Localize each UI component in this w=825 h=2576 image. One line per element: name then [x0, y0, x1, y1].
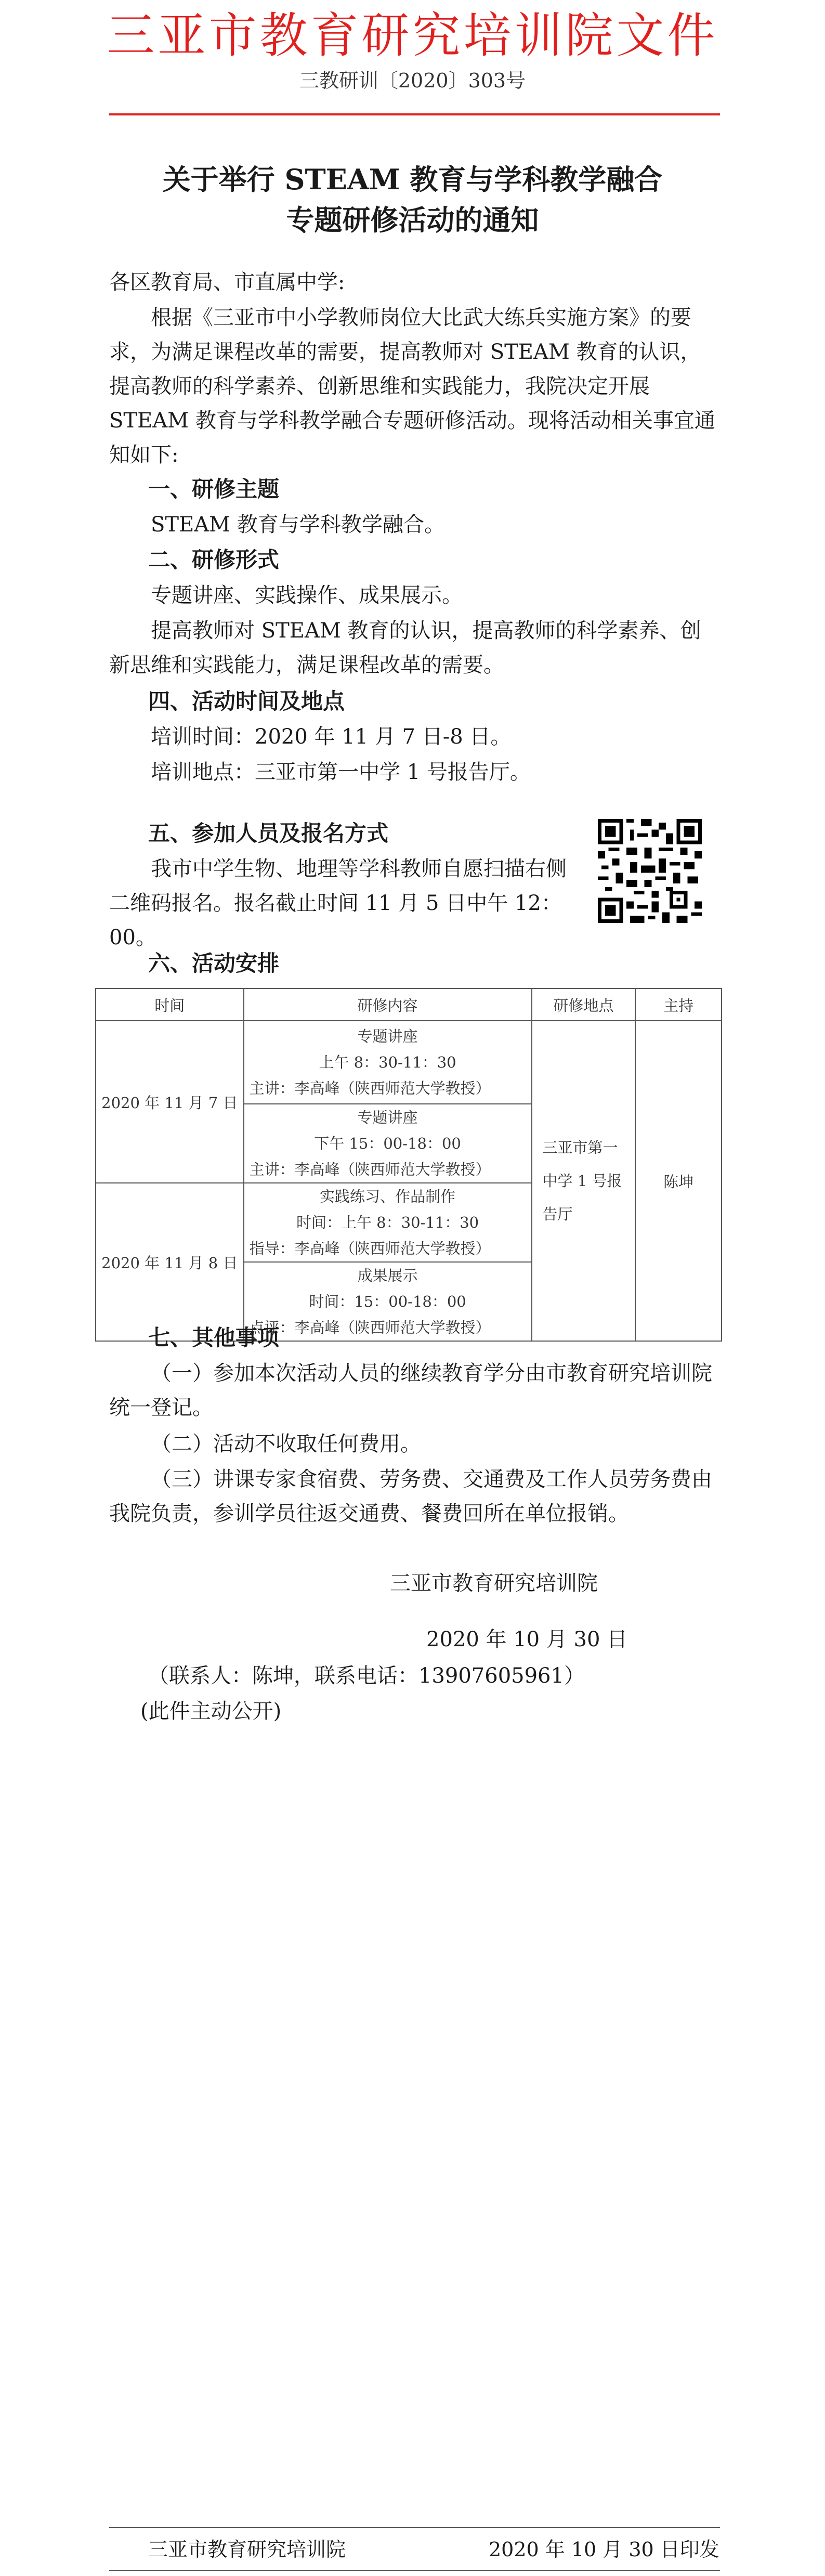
footer-rule-top	[109, 2527, 720, 2528]
location-text: 三亚市第一中学 1 号报告厅	[542, 1139, 622, 1223]
other-item-1: （一）参加本次活动人员的继续教育学分由市教育研究培训院统一登记。	[109, 1361, 712, 1420]
table-header-row	[96, 988, 722, 1021]
session-time: 时间：上午 8：30-11：30	[296, 1214, 479, 1231]
session-title: 实践练习、作品制作	[320, 1188, 456, 1205]
session-time: 时间：15：00-18：00	[309, 1293, 466, 1310]
footer-org: 三亚市教育研究培训院	[148, 2538, 346, 2561]
signature-org: 三亚市教育研究培训院	[390, 1571, 598, 1595]
salutation: 各区教育局、市直属中学:	[109, 270, 345, 294]
table-header-cell: 时间	[96, 988, 244, 1021]
table-header-cell: 研修地点	[532, 988, 636, 1021]
notice-title	[0, 159, 825, 240]
session-title: 成果展示	[357, 1267, 418, 1284]
location-cell	[532, 1021, 636, 1341]
table-row	[96, 1021, 722, 1104]
schedule-table	[95, 988, 722, 1342]
session-speaker: 主讲：李高峰（陕西师范大学教授）	[249, 1079, 491, 1097]
document-number: 三教研训〔2020〕303号	[299, 69, 526, 92]
day-2-cell: 2020 年 11 月 8 日	[96, 1183, 244, 1341]
section-6-title: 六、活动安排	[148, 951, 280, 976]
section-1-text: STEAM 教育与学科教学融合。	[151, 513, 445, 537]
table-header-cell: 研修内容	[244, 988, 532, 1021]
session-speaker: 主讲：李高峰（陕西师范大学教授）	[249, 1161, 491, 1178]
other-item-2: （二）活动不收取任何费用。	[151, 1432, 421, 1456]
session-cell	[244, 1104, 532, 1183]
document-header-title: 三亚市教育研究培训院文件	[107, 8, 718, 63]
notice-title-line2: 专题研修活动的通知	[286, 203, 539, 237]
session-time: 上午 8：30-11：30	[319, 1053, 456, 1071]
section-3-text: 提高教师对 STEAM 教育的认识，提高教师的科学素养、创新思维和实践能力，满足课程改革的需要。	[109, 619, 701, 677]
session-title: 专题讲座	[357, 1109, 418, 1126]
qr-code[interactable]	[598, 819, 702, 923]
session-cell	[244, 1021, 532, 1104]
table-header-cell: 主持	[635, 988, 722, 1021]
section-4-place: 培训地点：三亚市第一中学 1 号报告厅。	[151, 760, 531, 784]
session-time: 下午 15：00-18：00	[314, 1135, 461, 1152]
section-5-text: 我市中学生物、地理等学科教师自愿扫描右侧二维码报名。报名截止时间 11 月 5 日中午 12：00。	[109, 857, 567, 949]
section-4-title: 四、活动时间及地点	[148, 688, 345, 714]
section-5-title: 五、参加人员及报名方式	[148, 821, 389, 846]
section-1-title: 一、研修主题	[148, 476, 280, 502]
header-red-rule	[109, 113, 720, 115]
section-2-title: 二、研修形式	[148, 547, 280, 573]
session-speaker: 点评：李高峰（陕西师范大学教授）	[249, 1319, 491, 1336]
notice-title-line1: 关于举行 STEAM 教育与学科教学融合	[162, 163, 663, 196]
session-speaker: 指导：李高峰（陕西师范大学教授）	[249, 1240, 491, 1257]
footer-print-date: 2020 年 10 月 30 日印发	[489, 2538, 719, 2561]
section-4-time: 培训时间：2020 年 11 月 7 日-8 日。	[151, 725, 512, 749]
footer-rule-bottom	[109, 2570, 720, 2571]
host-cell: 陈坤	[635, 1021, 722, 1341]
session-title: 专题讲座	[357, 1027, 418, 1045]
public-note: (此件主动公开)	[140, 1699, 282, 1723]
session-cell	[244, 1262, 532, 1341]
section-2-text: 专题讲座、实践操作、成果展示。	[151, 583, 463, 607]
other-item-3: （三）讲课专家食宿费、劳务费、交通费及工作人员劳务费由我院负责，参训学员往返交通费、餐费回所在单位报销。	[109, 1467, 712, 1526]
contact-info: （联系人：陈坤，联系电话：13907605961）	[148, 1664, 585, 1688]
session-cell	[244, 1183, 532, 1262]
signature-date: 2020 年 10 月 30 日	[426, 1628, 628, 1651]
day-1-cell: 2020 年 11 月 7 日	[96, 1021, 244, 1183]
section-7-title: 七、其他事项	[148, 1325, 280, 1350]
intro-paragraph: 根据《三亚市中小学教师岗位大比武大练兵实施方案》的要求，为满足课程改革的需要，提高教师对 STEAM 教育的认识，提高教师的科学素养、创新思维和实践能力，我院决定开展 STEAM 教育与学科教学融合专题研修活动。现将活动相关事宜通知如下:	[109, 306, 715, 467]
